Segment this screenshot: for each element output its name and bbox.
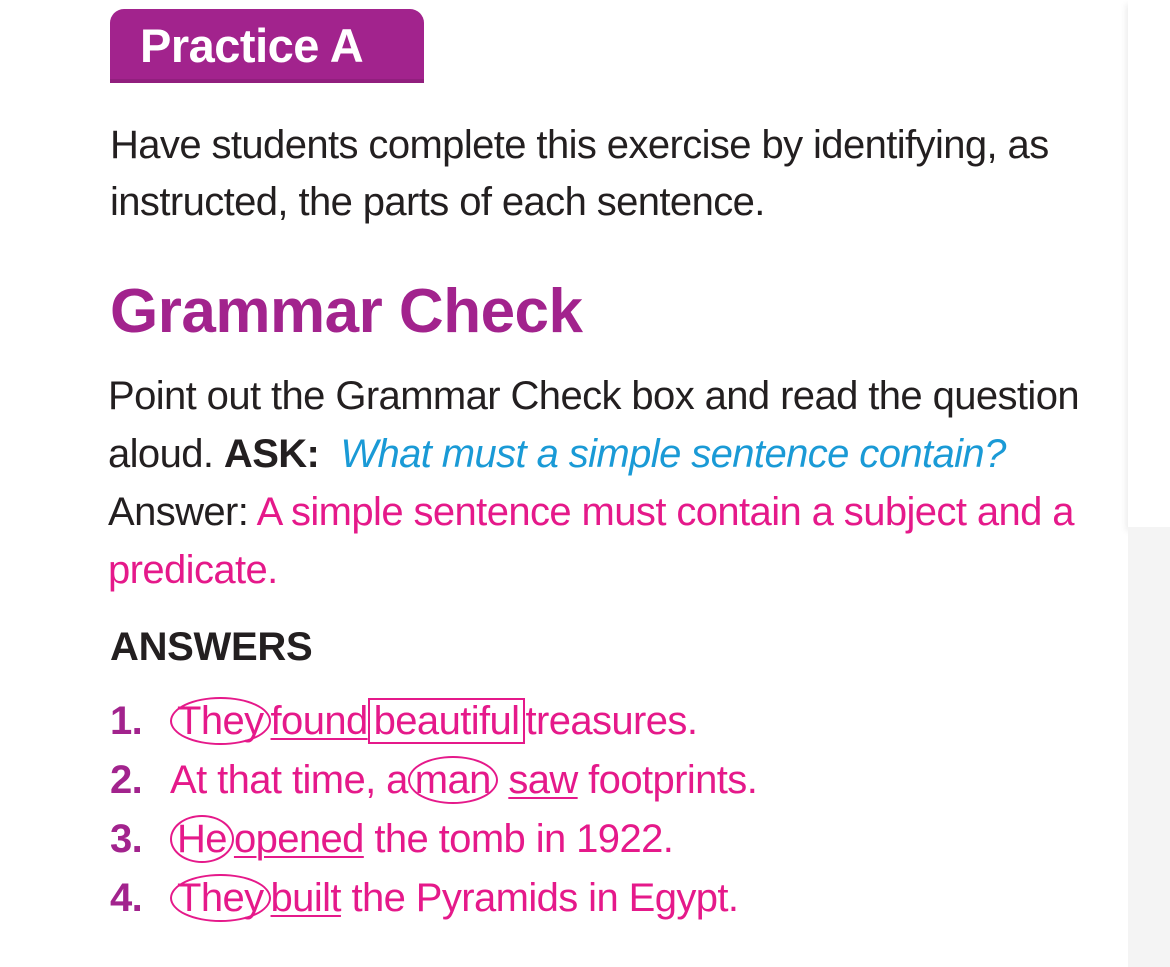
answer-number: 4. <box>110 876 143 920</box>
answer-text: A simple sentence must contain a subject and a predicate. <box>108 490 1074 592</box>
answer-rest: the Pyramids in Egypt. <box>351 876 739 920</box>
modifier-boxed: beautiful <box>368 698 526 744</box>
answers-list <box>110 692 757 928</box>
predicate-underlined: found <box>270 699 368 743</box>
badge-label: Practice A <box>140 19 364 72</box>
answer-number: 2. <box>110 758 143 802</box>
practice-a-badge <box>110 9 424 83</box>
adjacent-page-panel <box>1128 0 1170 527</box>
predicate-underlined: saw <box>508 758 578 802</box>
answer-rest: footprints. <box>588 758 758 802</box>
grammar-check-instructions: Point out the Grammar Check box and read the question aloud. <box>108 374 1079 476</box>
answers-heading: ANSWERS <box>110 625 313 669</box>
predicate-underlined: built <box>270 876 341 920</box>
answer-rest: treasures. <box>525 699 698 743</box>
answer-item <box>110 751 757 810</box>
grammar-check-paragraph <box>108 367 1098 599</box>
answer-label: Answer: <box>108 490 257 534</box>
answer-item <box>110 692 757 751</box>
answer-rest: the tomb in 1922. <box>374 817 674 861</box>
ask-label: ASK: <box>223 432 320 476</box>
predicate-underlined: opened <box>233 817 364 861</box>
subject-circled: They <box>170 874 271 922</box>
page-gutter <box>1128 527 1170 967</box>
answer-item <box>110 869 757 928</box>
answer-number: 1. <box>110 699 143 743</box>
grammar-check-heading: Grammar Check <box>110 277 583 346</box>
answer-item <box>110 810 757 869</box>
subject-circled: They <box>170 697 271 745</box>
ask-question: What must a simple sentence contain? <box>340 432 1006 476</box>
subject-circled: He <box>170 815 234 863</box>
answer-lead: At that time, a <box>170 758 408 802</box>
intro-paragraph: Have students complete this exercise by identifying, as instructed, the parts of each sentence. <box>110 123 1049 224</box>
subject-circled: man <box>408 756 498 804</box>
answer-number: 3. <box>110 817 143 861</box>
